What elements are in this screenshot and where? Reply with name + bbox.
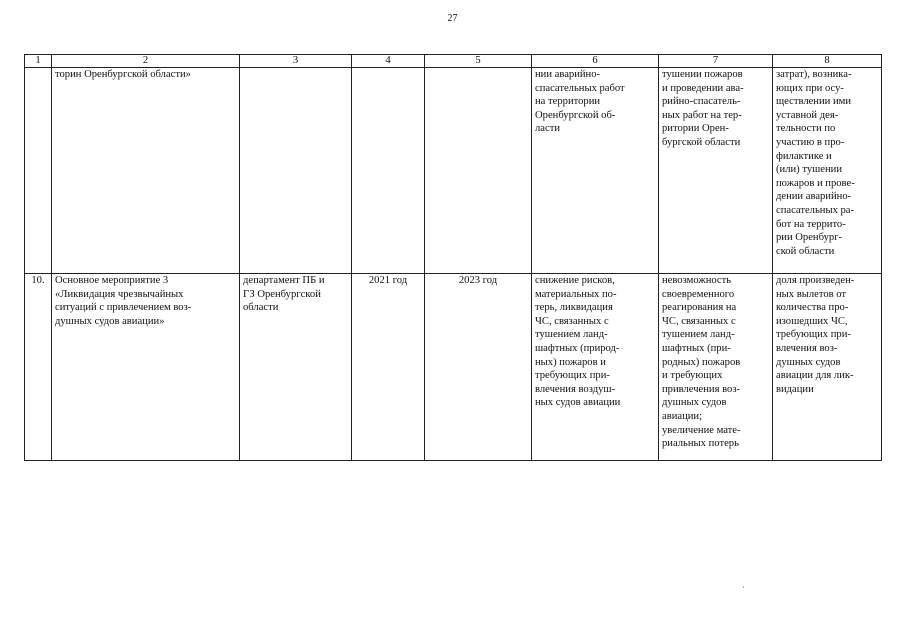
- column-number-header: [25, 55, 882, 68]
- row-number-cell: [25, 68, 52, 274]
- start-year-cell: [352, 68, 425, 274]
- column-number: 3: [240, 55, 352, 68]
- indicator-link-cell: доля произведен- ных вылетов от количества про- изошедших ЧС, требующих при- влечения воз- душных судов авиации для лик- видации: [773, 274, 882, 461]
- page-number: 27: [447, 13, 458, 24]
- column-number: 6: [532, 55, 659, 68]
- table-row: [25, 274, 882, 461]
- row-number-cell: 10.: [25, 274, 52, 461]
- table-row: [25, 68, 882, 274]
- column-number: 8: [773, 55, 882, 68]
- end-year-cell: [425, 68, 532, 274]
- expected-result-cell: нии аварийно- спасательных работ на территории Оренбургской об- ласти: [532, 68, 659, 274]
- activity-name-cell: торин Оренбургской области»: [52, 68, 240, 274]
- program-table: [24, 54, 882, 461]
- responsible-executor-cell: [240, 68, 352, 274]
- scan-speck: ·: [742, 583, 745, 592]
- column-number: 7: [659, 55, 773, 68]
- consequences-cell: невозможность своевременного реагирования на ЧС, связанных с тушением ланд- шафтных (при- родных) пожаров и требующих привлечения воз- душных судов авиации; увеличение мате- риальных потерь: [659, 274, 773, 461]
- indicator-link-cell: затрат), возника- ющих при осу- ществлении ими уставной дея- тельности по участию в про- филактике и (или) тушении пожаров и прове- дении аварийно- спасательных ра- бот на террито- рии Оренбург- ской области: [773, 68, 882, 274]
- end-year-cell: 2023 год: [425, 274, 532, 461]
- activity-name-cell: Основное мероприятие 3 «Ликвидация чрезвычайных ситуаций с привлечением воз- душных судов авиации»: [52, 274, 240, 461]
- start-year-cell: 2021 год: [352, 274, 425, 461]
- expected-result-cell: снижение рисков, материальных по- терь, ликвидация ЧС, связанных с тушением ланд- шафтных (природ- ных) пожаров и требующих при- влечения воздуш- ных судов авиации: [532, 274, 659, 461]
- column-number: 1: [25, 55, 52, 68]
- column-number: 5: [425, 55, 532, 68]
- responsible-executor-cell: департамент ПБ и ГЗ Оренбургской области: [240, 274, 352, 461]
- consequences-cell: тушении пожаров и проведении ава- рийно-спасатель- ных работ на тер- ритории Орен- бургской области: [659, 68, 773, 274]
- column-number: 4: [352, 55, 425, 68]
- column-number: 2: [52, 55, 240, 68]
